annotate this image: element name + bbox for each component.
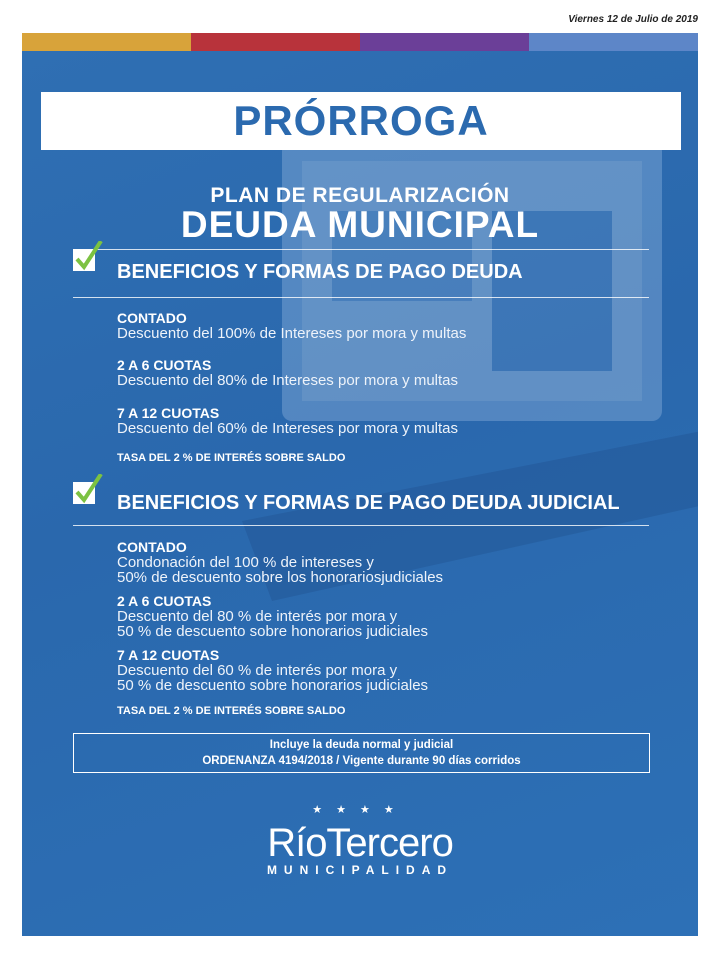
item-desc: 50 % de descuento sobre honorarios judiciales (117, 677, 429, 694)
logo-stars: ★★★★ (312, 804, 408, 816)
divider (73, 525, 649, 526)
divider (73, 297, 649, 298)
item-desc: Descuento del 100% de Intereses por mora y multas (117, 325, 467, 342)
list-item (117, 540, 443, 585)
publication-date: Viernes 12 de Julio de 2019 (568, 14, 698, 25)
list-item (117, 358, 458, 388)
checkmark-icon (71, 241, 103, 273)
poster (22, 51, 698, 936)
logo-subtitle: MUNICIPALIDAD (266, 863, 454, 877)
item-title: 7 A 12 CUOTAS (117, 647, 220, 663)
stripe-blue (529, 33, 698, 51)
stripe-purple (360, 33, 529, 51)
item-title: CONTADO (117, 539, 187, 555)
item-desc: Condonación del 100 % de intereses y (117, 554, 374, 571)
section2-heading: BENEFICIOS Y FORMAS DE PAGO DEUDA JUDICIAL (117, 492, 620, 514)
item-desc: Descuento del 80 % de interés por mora y (117, 608, 398, 625)
note-line: Incluye la deuda normal y judicial (269, 739, 454, 751)
page-title: PRÓRROGA (233, 97, 489, 144)
item-title: 2 A 6 CUOTAS (117, 593, 212, 609)
plan-heading: DEUDA MUNICIPAL (180, 204, 540, 245)
color-stripes (22, 33, 698, 51)
item-title: 7 A 12 CUOTAS (117, 405, 220, 421)
divider (73, 249, 649, 250)
note-line: ORDENANZA 4194/2018 / Vigente durante 90 días corridos (202, 755, 521, 767)
item-desc: 50% de descuento sobre los honorariosjudiciales (117, 569, 444, 586)
stripe-yellow (22, 33, 191, 51)
item-desc: Descuento del 60 % de interés por mora y (117, 662, 398, 679)
tasa-note: TASA DEL 2 % DE INTERÉS SOBRE SALDO (117, 705, 346, 717)
laptop-background-image (242, 101, 698, 601)
plan-subtitle: PLAN DE REGULARIZACIÓN (210, 184, 510, 207)
item-desc: 50 % de descuento sobre honorarios judiciales (117, 623, 429, 640)
list-item (117, 648, 428, 693)
list-item (117, 594, 428, 639)
title-box (41, 92, 681, 150)
checkmark-icon (71, 474, 103, 506)
item-desc: Descuento del 80% de Intereses por mora y multas (117, 372, 459, 389)
stripe-red (191, 33, 360, 51)
item-title: 2 A 6 CUOTAS (117, 357, 212, 373)
logo-name: RíoTercero (267, 821, 453, 865)
item-desc: Descuento del 60% de Intereses por mora y multas (117, 420, 459, 437)
section1-heading: BENEFICIOS Y FORMAS DE PAGO DEUDA (117, 261, 523, 283)
ordinance-box (73, 733, 650, 773)
list-item (117, 311, 466, 341)
item-title: CONTADO (117, 310, 187, 326)
tasa-note: TASA DEL 2 % DE INTERÉS SOBRE SALDO (117, 452, 346, 464)
list-item (117, 406, 458, 436)
